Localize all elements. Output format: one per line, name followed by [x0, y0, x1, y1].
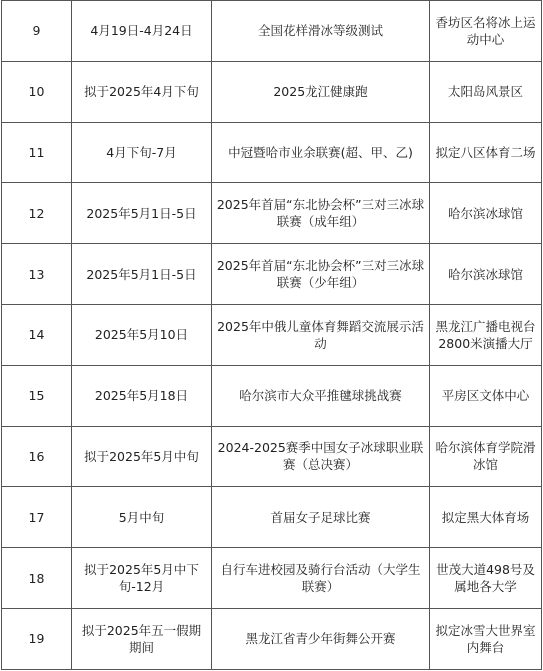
row-number: 9 [2, 1, 72, 62]
event-name: 自行车进校园及骑行台活动（大学生联赛） [212, 548, 430, 609]
row-number: 19 [2, 608, 72, 669]
row-number: 17 [2, 487, 72, 548]
event-date: 2025年5月10日 [72, 304, 212, 365]
event-name: 黑龙江省青少年街舞公开赛 [212, 608, 430, 669]
event-date: 5月中旬 [72, 487, 212, 548]
row-number: 12 [2, 183, 72, 244]
row-number: 14 [2, 304, 72, 365]
event-date: 2025年5月1日-5日 [72, 244, 212, 305]
event-date: 拟于2025年4月下旬 [72, 61, 212, 122]
event-name: 中冠暨哈市业余联赛(超、甲、乙) [212, 122, 430, 183]
event-date: 4月19日-4月24日 [72, 1, 212, 62]
event-date: 拟于2025年5月中旬 [72, 426, 212, 487]
event-date: 拟于2025年五一假期期间 [72, 608, 212, 669]
event-venue: 哈尔滨体育学院滑冰馆 [430, 426, 542, 487]
table-row [2, 304, 542, 365]
table-row [2, 608, 542, 669]
row-number: 13 [2, 244, 72, 305]
event-name: 哈尔滨市大众平推毽球挑战赛 [212, 365, 430, 426]
row-number: 16 [2, 426, 72, 487]
event-name: 2025龙江健康跑 [212, 61, 430, 122]
event-venue: 太阳岛风景区 [430, 61, 542, 122]
table-row [2, 244, 542, 305]
table-row [2, 548, 542, 609]
row-number: 11 [2, 122, 72, 183]
table-row [2, 487, 542, 548]
table-row [2, 1, 542, 62]
event-venue: 香坊区名将冰上运动中心 [430, 1, 542, 62]
events-table-body [2, 1, 542, 670]
event-date: 4月下旬-7月 [72, 122, 212, 183]
event-venue: 哈尔滨冰球馆 [430, 244, 542, 305]
event-date: 2025年5月1日-5日 [72, 183, 212, 244]
event-name: 2025年首届“东北协会杯”三对三冰球联赛（成年组） [212, 183, 430, 244]
event-venue: 拟定黑大体育场 [430, 487, 542, 548]
events-table [1, 0, 542, 670]
row-number: 10 [2, 61, 72, 122]
row-number: 15 [2, 365, 72, 426]
event-name: 首届女子足球比赛 [212, 487, 430, 548]
table-row [2, 122, 542, 183]
event-name: 2025年中俄儿童体育舞蹈交流展示活动 [212, 304, 430, 365]
table-row [2, 365, 542, 426]
row-number: 18 [2, 548, 72, 609]
event-name: 2025年首届“东北协会杯”三对三冰球联赛（少年组） [212, 244, 430, 305]
event-venue: 哈尔滨冰球馆 [430, 183, 542, 244]
event-venue: 拟定八区体育二场 [430, 122, 542, 183]
event-venue: 平房区文体中心 [430, 365, 542, 426]
table-row [2, 426, 542, 487]
event-name: 2024-2025赛季中国女子冰球职业联赛（总决赛） [212, 426, 430, 487]
event-venue: 拟定冰雪大世界室内舞台 [430, 608, 542, 669]
event-venue: 世茂大道498号及属地各大学 [430, 548, 542, 609]
event-name: 全国花样滑冰等级测试 [212, 1, 430, 62]
table-row [2, 183, 542, 244]
event-date: 拟于2025年5月中下旬-12月 [72, 548, 212, 609]
event-date: 2025年5月18日 [72, 365, 212, 426]
table-row [2, 61, 542, 122]
event-venue: 黑龙江广播电视台2800米演播大厅 [430, 304, 542, 365]
